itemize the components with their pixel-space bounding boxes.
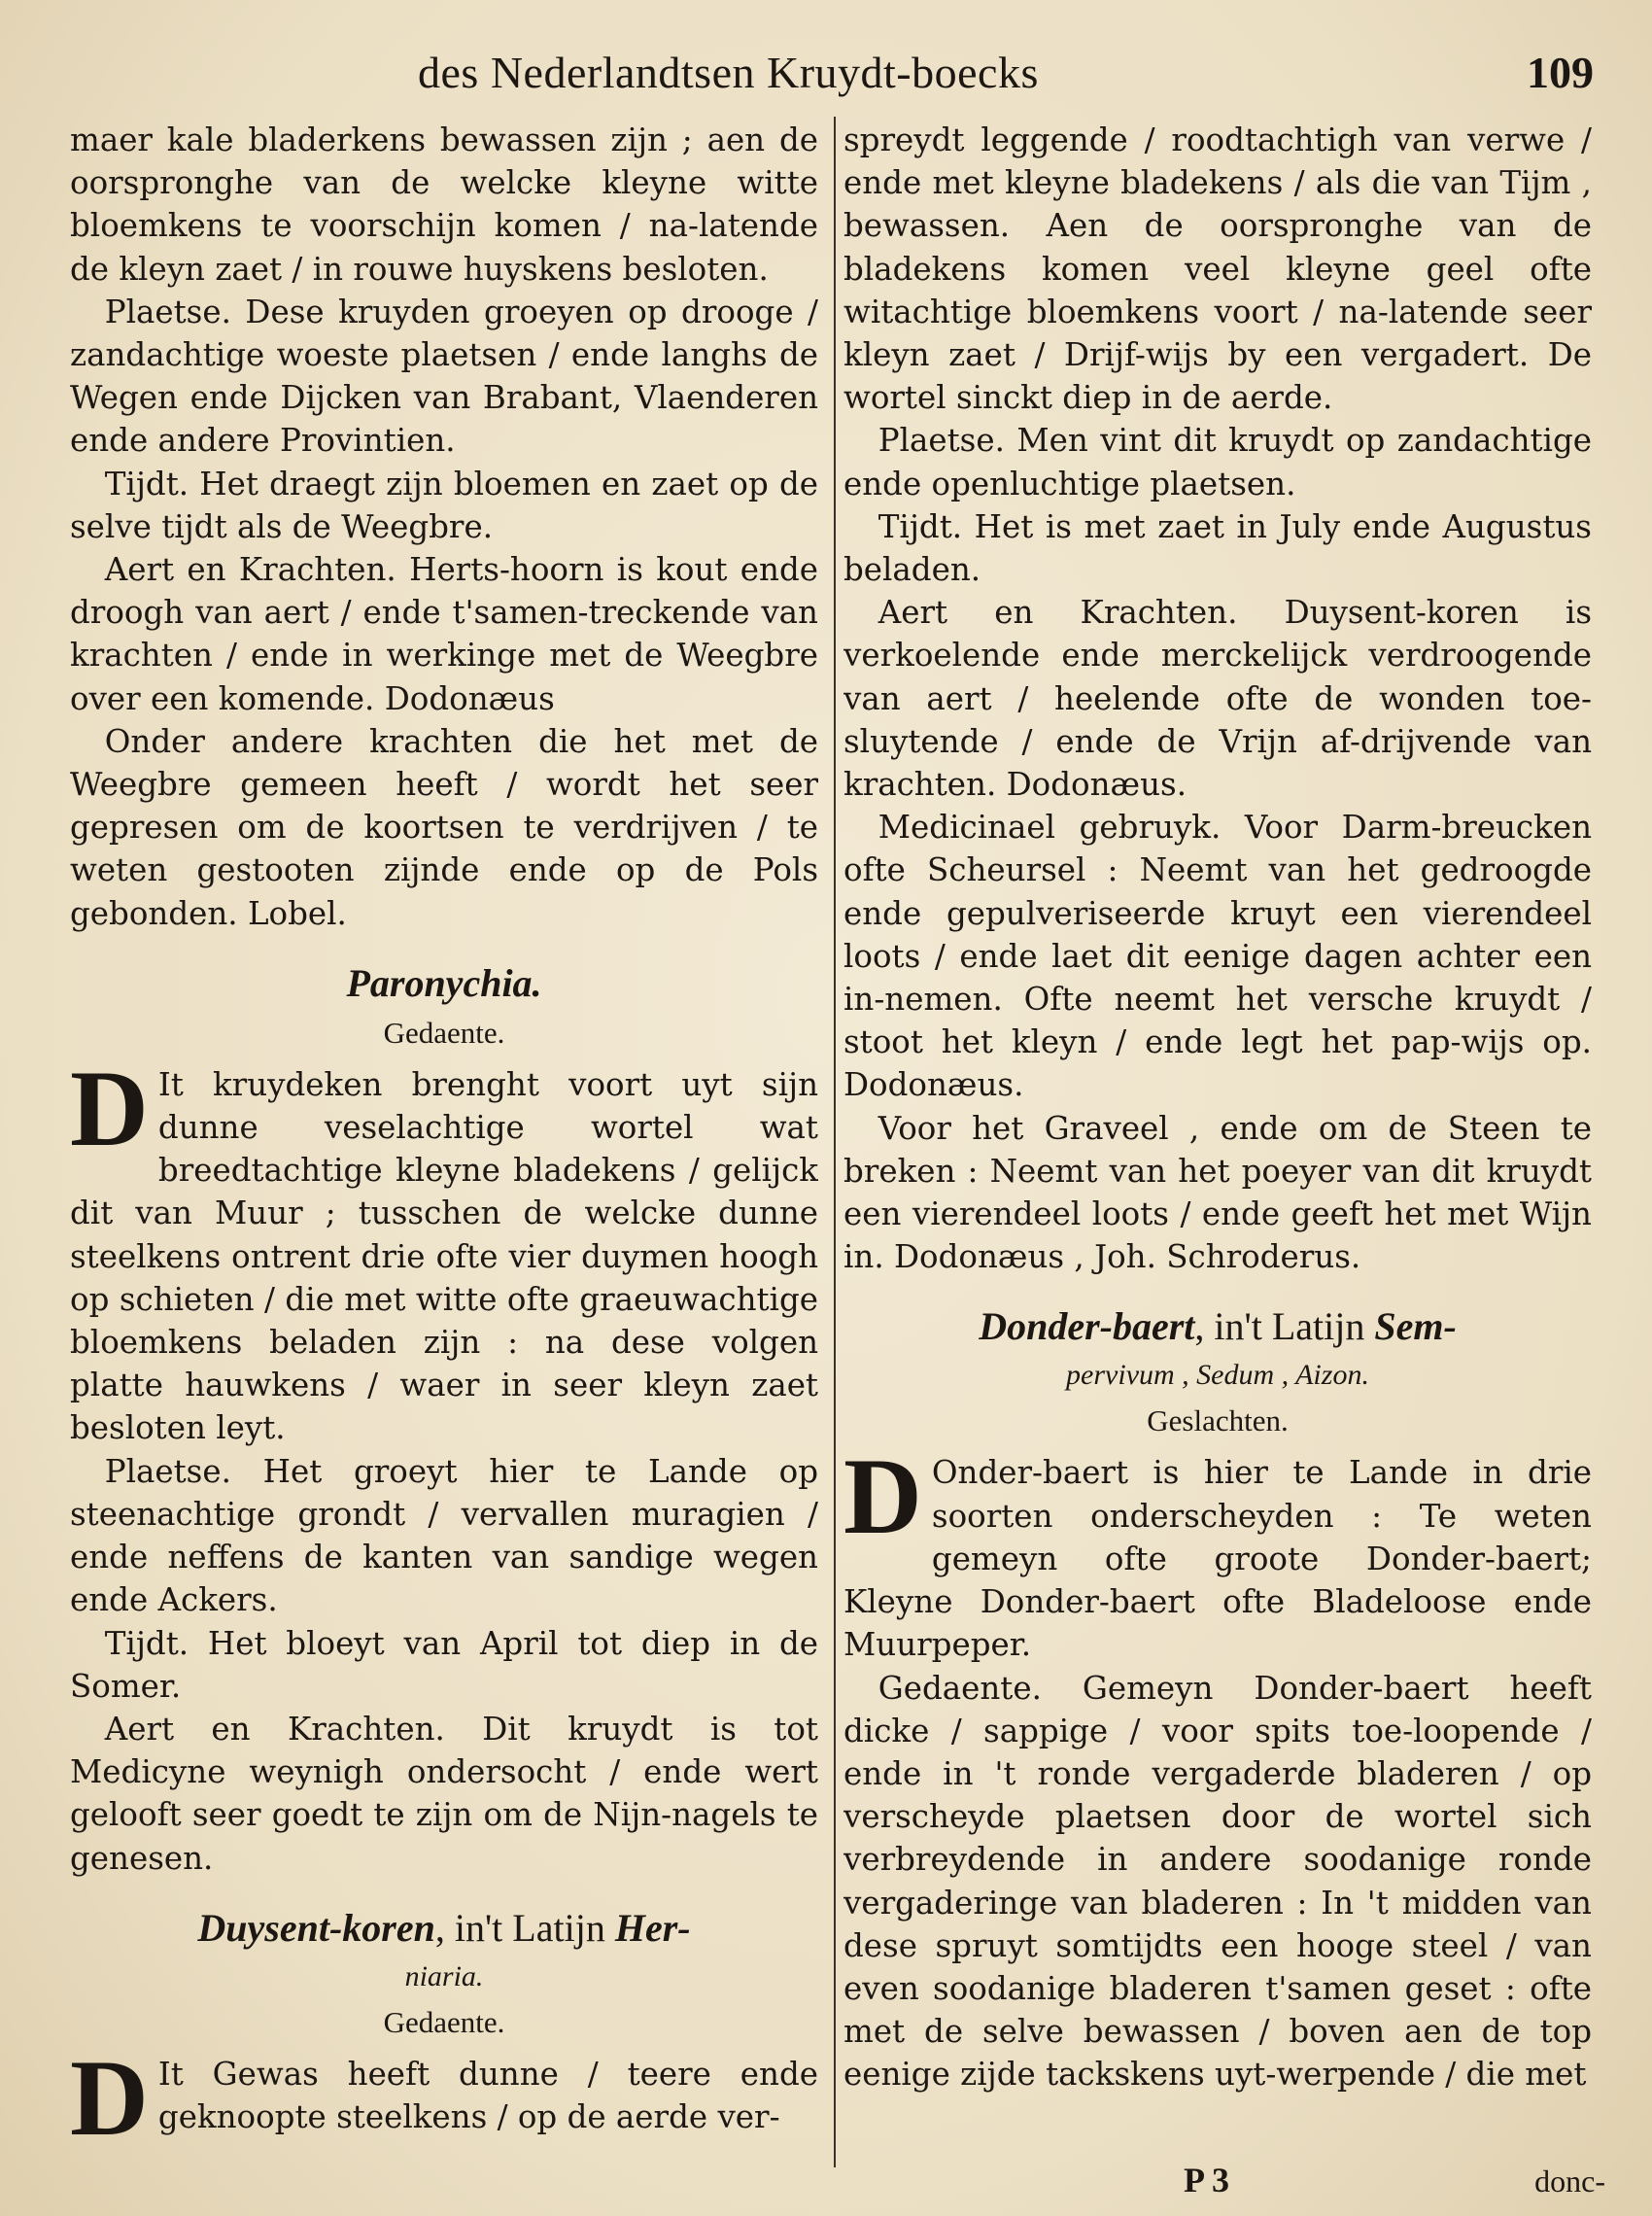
heading-continuation: pervivum , Sedum , Aizon. <box>1066 1359 1369 1392</box>
paragraph: Aert en Krachten. Dit kruydt is tot Medicyne weynigh ondersocht / ende wert gelooft seer goedt te zijn om de Nijn-nagels te genesen. <box>70 1710 818 1877</box>
paragraph: Tijdt. Het bloeyt van April tot diep in de Somer. <box>70 1624 818 1705</box>
left-column <box>70 119 818 2179</box>
drop-cap: D <box>843 1437 922 1558</box>
paragraph: Onder andere krachten die het met de Weegbre gemeen heeft / wordt het seer gepresen om de koortsen te verdrijven / te weten gestooten zijnde ende op de Pols gebonden. Lobel. <box>70 722 818 932</box>
paragraph: Tijdt. Het is met zaet in July ende Augustus beladen. <box>843 507 1592 589</box>
page-header <box>87 47 1594 105</box>
paragraph: Plaetse. Dese kruyden groeyen op drooge / zandachtige woeste plaetsen / ende langhs de Wegen ende Dijcken van Brabant, Vlaenderen ende andere Provintien. <box>70 293 818 460</box>
heading-name: Duysent-koren <box>197 1905 435 1950</box>
page-number: 109 <box>1527 48 1594 97</box>
paragraph: Plaetse. Het groeyt hier te Lande op steenachtige grondt / vervallen muragien / ende neffens de kanten van sandige wegen ende Ackers. <box>70 1452 818 1619</box>
subheading-gedaente: Gedaente. <box>383 2004 505 2039</box>
paragraph: Gedaente. Gemeyn Donder-baert heeft dicke / sappige / voor spits toe-loopende / ende in 't ronde vergaderde bladeren / op verscheyde plaetsen door de wortel sich verbreydende in andere soodanige ronde vergaderinge van bladeren : In 't midden van dese spruyt somtijdts een hooge steel / van even soodanige bladeren t'samen geset : ofte met de selve bewassen / boven aen de top eenige zijde tackskens uyt-werpende / die met <box>843 1669 1592 2094</box>
paragraph: spreydt leggende / roodtachtigh van verwe / ende met kleyne bladekens / als die van Tijm , bewassen. Aen de oorspronghe van de bladekens komen veel kleyne geel ofte witachtige bloemkens voort / na-latende seer kleyn zaet / Drijf-wijs by een vergadert. De wortel sinckt diep in de aerde. <box>843 121 1592 417</box>
section-heading-paronychia: Paronychia. <box>346 960 542 1005</box>
paragraph: Aert en Krachten. Duysent-koren is verkoelende ende merckelijck verdroogende van aert / heelende ofte de wonden toe-sluytende / ende de Vrijn af-drijvende van krachten. Dodonæus. <box>843 594 1592 804</box>
paragraph-with-dropcap <box>70 2037 818 2159</box>
section-heading-duysent-koren <box>70 1905 818 1952</box>
paragraph-with-dropcap <box>70 1048 818 1450</box>
heading-name: Donder-baert <box>979 1304 1195 1349</box>
paragraph: Plaetse. Men vint dit kruydt op zandachtige ende openluchtige plaetsen. <box>843 422 1592 502</box>
paragraph: maer kale bladerkens bewassen zijn ; aen de oorspronghe van de welcke kleyne witte bloemkens te voorschijn komen / na-latende de kleyn zaet / in rouwe huyskens besloten. <box>70 121 818 288</box>
paragraph-text: It kruydeken brenght voort uyt sijn dunne veselachtige wortel wat breedtachtige kleyne bladekens / gelijck dit van Muur ; tusschen de welcke dunne steelkens ontrent drie ofte vier duymen hoogh op schieten / die met witte ofte graeuwachtige bloemkens beladen zijn : na dese volgen platte hauwkens / waer in seer kleyn zaet besloten leyt. <box>70 1065 818 1447</box>
catchword: donc- <box>1534 2164 1605 2199</box>
subheading-gedaente: Gedaente. <box>383 1015 505 1050</box>
column-rule <box>834 117 836 2167</box>
paragraph-text: Onder-baert is hier te Lande in drie soorten onderscheyden : Te weten gemeyn ofte groote Donder-baert; Kleyne Donder-baert ofte Bladeloose ende Muurpeper. <box>843 1454 1592 1664</box>
paragraph-text: It Gewas heeft dunne / teere ende geknoopte steelkens / op de aerde ver- <box>157 2055 818 2135</box>
paragraph: Aert en Krachten. Herts-hoorn is kout ende droogh van aert / ende t'samen-treckende van krachten / ende in werkinge met de Weegbre over een komende. Dodonæus <box>70 551 818 717</box>
drop-cap: D <box>70 2037 149 2159</box>
paragraph: Medicinael gebruyk. Voor Darm-breucken ofte Scheursel : Neemt van het gedroogde ende gepulveriseerde kruyt een vierendeel loots / ende laet dit eenige dagen achter een in-nemen. Ofte neemt het versche kruydt / stoot het kleyn / ende legt het pap-wijs op. Dodonæus. <box>843 809 1592 1104</box>
right-column <box>843 119 1592 2179</box>
signature-mark: P 3 <box>1184 2161 1230 2199</box>
running-title: des Nederlandtsen Kruydt-boecks <box>418 48 1039 97</box>
heading-latin: Sem- <box>1374 1304 1457 1349</box>
paragraph: Voor het Graveel , ende om de Steen te breken : Neemt van het poeyer van dit kruydt een vierendeel loots / ende geeft het met Wijn in. Dodonæus , Joh. Schroderus. <box>843 1109 1592 1276</box>
section-heading-donder-baert <box>843 1303 1592 1350</box>
heading-continuation: niaria. <box>404 1959 484 1992</box>
heading-latin: Her- <box>614 1905 691 1950</box>
subheading-geslachten: Geslachten. <box>1147 1403 1289 1438</box>
heading-connector: , in't Latijn <box>1194 1304 1365 1349</box>
paragraph-with-dropcap <box>843 1437 1592 1666</box>
paragraph: Tijdt. Het draegt zijn bloemen en zaet op de selve tijdt als de Weegbre. <box>70 465 818 545</box>
heading-connector: , in't Latijn <box>434 1905 605 1950</box>
drop-cap: D <box>70 1048 149 1169</box>
